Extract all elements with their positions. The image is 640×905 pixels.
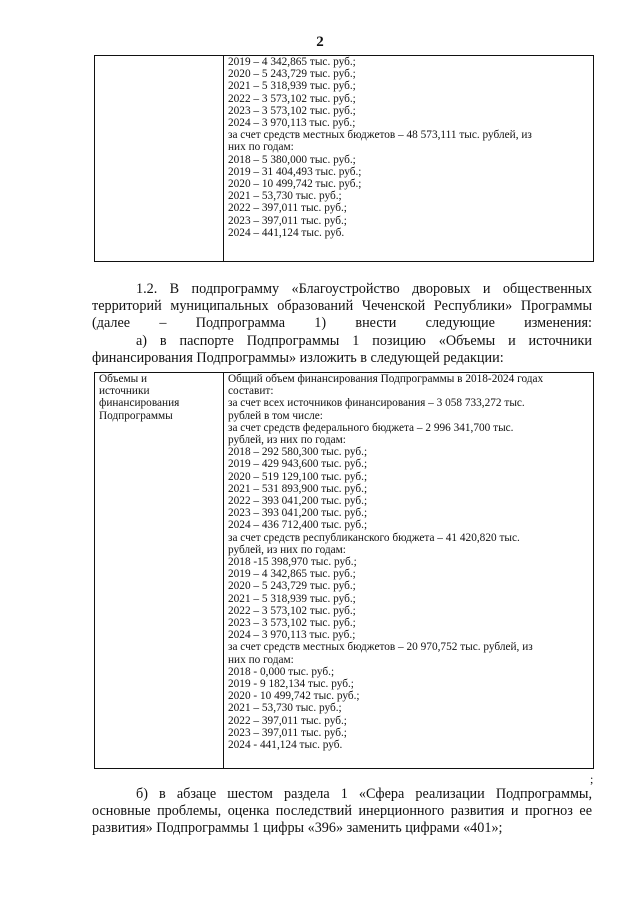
table2-line: 2023 – 393 041,200 тыс. руб.;: [228, 507, 368, 520]
paragraph-line: б) в абзаце шестом раздела 1 «Сфера реализации Подпрограммы,: [136, 786, 592, 802]
table1-line: 2021 – 5 318,939 тыс. руб.;: [228, 80, 356, 93]
funding-table-subprogram: [94, 372, 594, 769]
paragraph-1-2: [92, 281, 592, 367]
table2-label-line: Объемы и: [99, 373, 148, 385]
table2-line: 2018 - 0,000 тыс. руб.;: [228, 665, 335, 678]
table2-line: рублей в том числе:: [228, 409, 323, 422]
table2-line: 2022 – 397,011 тыс. руб.;: [228, 714, 347, 727]
table1-line: 2022 – 397,011 тыс. руб.;: [228, 202, 347, 215]
table1-line: 2024 – 3 970,113 тыс. руб.;: [228, 117, 356, 130]
table1-line: 2020 – 5 243,729 тыс. руб.;: [228, 68, 356, 81]
table2-label-line: финансирования: [99, 397, 180, 410]
table1-line: 2023 – 397,011 тыс. руб.;: [228, 214, 347, 227]
table2-line: 2022 – 393 041,200 тыс. руб.;: [228, 495, 368, 508]
table1-line: 2021 – 53,730 тыс. руб.;: [228, 190, 342, 203]
table2-line: 2023 – 397,011 тыс. руб.;: [228, 726, 347, 739]
paragraph-line: территорий муниципальных образований Чеченской Республики» Программы: [92, 298, 592, 315]
paragraph-b: [92, 786, 592, 838]
table2-line: 2019 – 429 943,600 тыс. руб.;: [228, 458, 368, 471]
table2-line: 2021 – 531 893,900 тыс. руб.;: [228, 482, 368, 495]
table1-label-cell: [95, 56, 224, 262]
table1-line: 2019 – 4 342,865 тыс. руб.;: [228, 56, 356, 68]
funding-table-continuation: [94, 55, 594, 262]
table2-line: составит:: [228, 385, 274, 398]
table2-line: 2021 – 53,730 тыс. руб.;: [228, 702, 342, 715]
paragraph-line: 1.2. В подпрограмму «Благоустройство дворовых и общественных: [136, 281, 592, 297]
paragraph-line: а) в паспорте Подпрограммы 1 позицию «Объемы и источники: [136, 332, 592, 349]
paragraph-line: развития» Подпрограммы 1 цифры «396» заменить цифрами «401»;: [92, 820, 503, 837]
table1-lines: [228, 56, 589, 239]
table2-line: них по годам:: [228, 653, 294, 666]
table2-line: за счет всех источников финансирования – 3 058 733,272 тыс.: [228, 397, 525, 410]
table2-line: за счет средств федерального бюджета – 2 996 341,700 тыс.: [228, 421, 514, 434]
table1-line: них по годам:: [228, 141, 294, 154]
table2-line: 2024 – 3 970,113 тыс. руб.;: [228, 629, 356, 642]
table2-label-cell: [95, 373, 224, 769]
table1-line: 2024 – 441,124 тыс. руб.: [228, 226, 345, 239]
table1-line: за счет средств местных бюджетов – 48 573,111 тыс. рублей, из: [228, 129, 532, 142]
table1-line: 2019 – 31 404,493 тыс. руб.;: [228, 165, 362, 178]
table2-line: 2019 - 9 182,134 тыс. руб.;: [228, 678, 354, 691]
table2-line: 2020 – 519 129,100 тыс. руб.;: [228, 470, 368, 483]
table1-line: 2018 – 5 380,000 тыс. руб.;: [228, 153, 356, 166]
paragraph-line: основные проблемы, оценка последствий инерционного развития и прогноз ее: [92, 803, 592, 820]
table2-line: 2023 – 3 573,102 тыс. руб.;: [228, 617, 356, 630]
table1-values-cell: [224, 56, 594, 262]
table1-line: 2020 – 10 499,742 тыс. руб.;: [228, 178, 362, 191]
table2-label-line: источники: [99, 385, 150, 398]
table2-line: 2021 – 5 318,939 тыс. руб.;: [228, 592, 356, 605]
table2-line: за счет средств республиканского бюджета – 41 420,820 тыс.: [228, 531, 520, 544]
table1-line: 2023 – 3 573,102 тыс. руб.;: [228, 104, 356, 117]
table2-line: 2024 – 436 712,400 тыс. руб.;: [228, 519, 368, 532]
paragraph-line: (далее – Подпрограмма 1) внести следующие изменения:: [92, 315, 592, 332]
table2-line: 2018 – 292 580,300 тыс. руб.;: [228, 446, 368, 459]
table2-line: 2020 – 5 243,729 тыс. руб.;: [228, 580, 356, 593]
table2-line: за счет средств местных бюджетов – 20 970,752 тыс. рублей, из: [228, 641, 533, 654]
table2-line: 2022 – 3 573,102 тыс. руб.;: [228, 604, 356, 617]
table1-line: 2022 – 3 573,102 тыс. руб.;: [228, 92, 356, 105]
table2-line: 2018 -15 398,970 тыс. руб.;: [228, 556, 357, 569]
table2-values-cell: [224, 373, 594, 769]
table2-line: рублей, из них по годам:: [228, 543, 346, 556]
table2-label-line: Подпрограммы: [99, 409, 173, 422]
table2-line: рублей, из них по годам:: [228, 434, 346, 447]
page-number: 2: [316, 34, 324, 50]
margin-mark: ;: [590, 772, 594, 786]
table2-line: 2019 – 4 342,865 тыс. руб.;: [228, 568, 356, 581]
table2-line: Общий объем финансирования Подпрограммы в 2018-2024 годах: [228, 373, 544, 385]
table2-line: 2020 - 10 499,742 тыс. руб.;: [228, 690, 360, 703]
table2-lines: [228, 373, 589, 751]
table2-line: 2024 - 441,124 тыс. руб.: [228, 739, 343, 752]
paragraph-line: финансирования Подпрограммы» изложить в следующей редакции:: [92, 349, 504, 366]
table2-label: [99, 373, 219, 422]
